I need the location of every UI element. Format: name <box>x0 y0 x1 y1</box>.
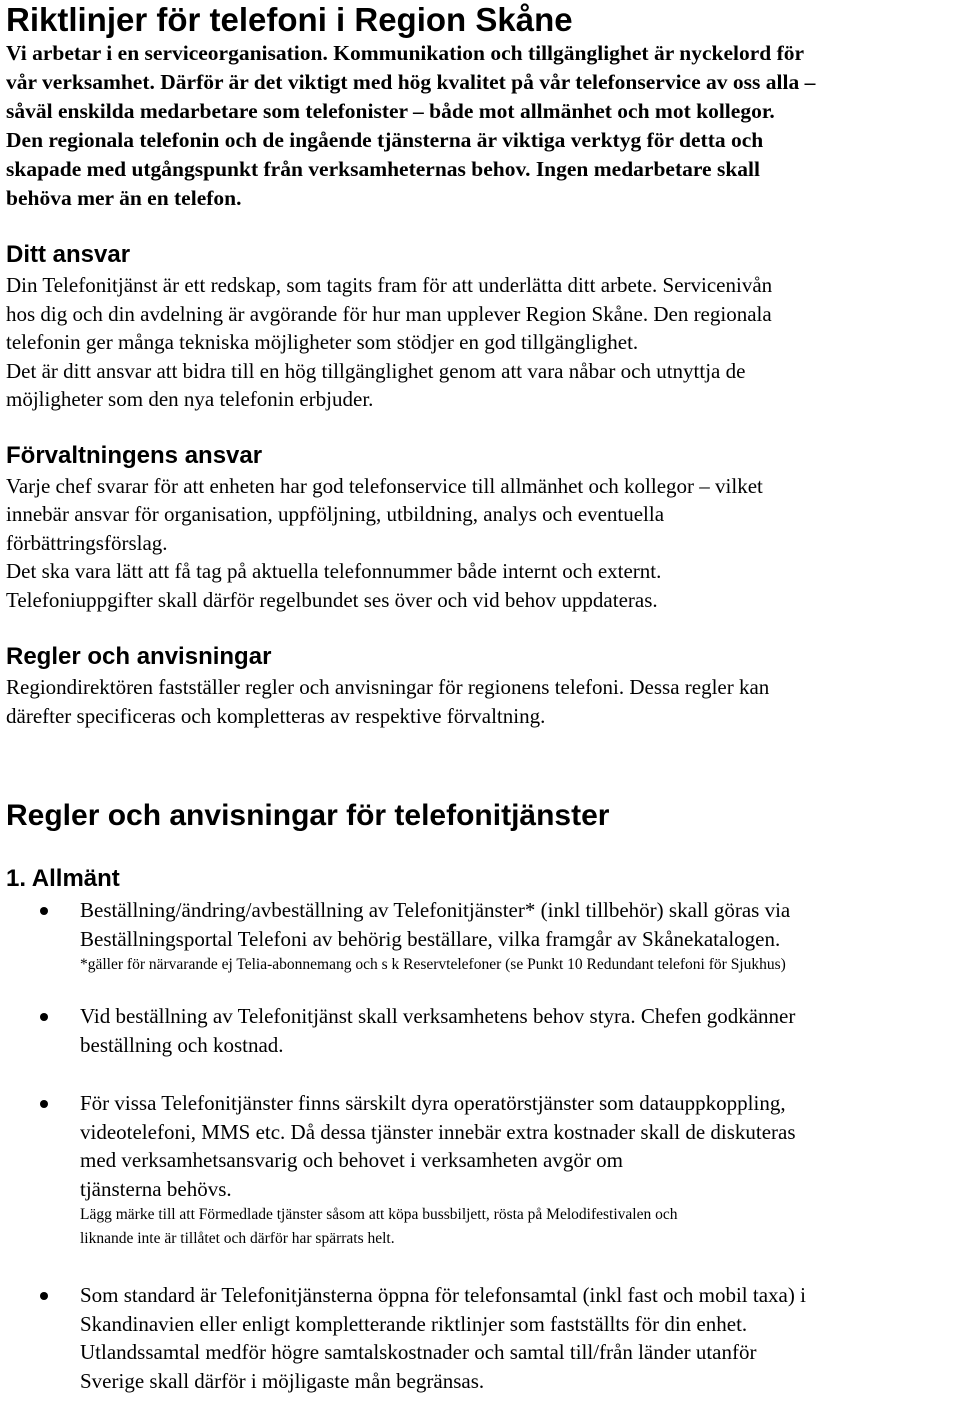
bullet-line: Skandinavien eller enligt kompletterande riktlinjer som fastställts för din enhet. <box>80 1311 748 1336</box>
intro-line: behöva mer än en telefon. <box>6 186 242 210</box>
body-line: hos dig och din avdelning är avgörande för hur man upplever Region Skåne. Den regionala <box>6 301 772 326</box>
bullet-line: Vid beställning av Telefonitjänst skall verksamhetens behov styra. Chefen godkänner <box>80 1004 796 1028</box>
bullet-line: beställning och kostnad. <box>80 1032 284 1057</box>
intro-line: Den regionala telefonin och de ingående tjänsterna är viktiga verktyg för detta och <box>6 128 764 152</box>
bullet-note: *gäller för närvarande ej Telia-abonnemang och s k Reservtelefoner (se Punkt 10 Redundant telefoni för Sjukhus) <box>80 956 786 973</box>
intro-line: skapade med utgångspunkt från verksamheternas behov. Ingen medarbetare skall <box>6 157 760 181</box>
list-item <box>6 1002 956 1059</box>
body-line: förbättringsförslag. <box>6 530 168 555</box>
bullet-line: Utlandssamtal medför högre samtalskostnader och samtal till/från länder utanför <box>80 1340 757 1364</box>
bullet-line: med verksamhetsansvarig och behovet i verksamheten avgör om <box>80 1148 623 1172</box>
bullet-line: Sverige skall därför i möjligaste mån begränsas. <box>80 1368 485 1393</box>
body-line: Regiondirektören fastställer regler och anvisningar för regionens telefoni. Dessa regler kan <box>6 675 770 699</box>
body-line: Telefoniuppgifter skall därför regelbundet ses över och vid behov uppdateras. <box>6 587 658 612</box>
bullet-note: Lägg märke till att Förmedlade tjänster såsom att köpa bussbiljett, rösta på Melodifestivalen och <box>80 1206 678 1223</box>
bullet-icon <box>40 1013 48 1021</box>
body-line: Din Telefonitjänst är ett redskap, som tagits fram för att underlätta ditt arbete. Servicenivån <box>6 273 773 297</box>
body-line: Det ska vara lätt att få tag på aktuella telefonnummer både internt och externt. <box>6 559 662 583</box>
list-item <box>6 1089 956 1251</box>
section-heading: Ditt ansvar <box>6 241 131 268</box>
list-item <box>6 896 956 977</box>
general-heading: 1. Allmänt <box>6 865 120 892</box>
bullet-line: Beställningsportal Telefoni av behörig beställare, vilka framgår av Skånekatalogen. <box>80 926 781 951</box>
intro-line: vår verksamhet. Därför är det viktigt med hög kvalitet på vår telefonservice av oss alla – <box>6 70 816 94</box>
section-ditt-ansvar <box>6 240 956 414</box>
bullet-line: tjänsterna behövs. <box>80 1176 232 1201</box>
section-heading: Regler och anvisningar <box>6 643 272 670</box>
bullet-icon <box>40 1292 48 1300</box>
document-page <box>6 0 956 1395</box>
section-heading: Förvaltningens ansvar <box>6 441 263 469</box>
body-line: innebär ansvar för organisation, uppföljning, utbildning, analys och eventuella <box>6 502 665 526</box>
bullet-note: liknande inte är tillåtet och därför har spärrats helt. <box>80 1230 395 1247</box>
body-line: Det är ditt ansvar att bidra till en hög tillgänglighet genom att vara nåbar och utnyttja de <box>6 358 746 383</box>
body-line: möjligheter som den nya telefonin erbjuder. <box>6 387 374 411</box>
body-line: telefonin ger många tekniska möjligheter som stödjer en god tillgänglighet. <box>6 330 639 354</box>
body-line: därefter specificeras och kompletteras av respektive förvaltning. <box>6 703 546 728</box>
intro-paragraph <box>6 39 956 213</box>
bullet-line: Som standard är Telefonitjänsterna öppna för telefonsamtal (inkl fast och mobil taxa) i <box>80 1283 806 1307</box>
body-line: Varje chef svarar för att enheten har god telefonservice till allmänhet och kollegor – vilket <box>6 473 763 498</box>
bullet-line: videotelefoni, MMS etc. Då dessa tjänster innebär extra kostnader skall de diskuteras <box>80 1119 796 1144</box>
section-forvaltningens-ansvar <box>6 441 956 615</box>
page-title: Riktlinjer för telefoni i Region Skåne <box>6 1 573 38</box>
bullet-line: För vissa Telefonitjänster finns särskilt dyra operatörstjänster som datauppkoppling, <box>80 1091 786 1115</box>
bullet-icon <box>40 907 48 915</box>
bullet-icon <box>40 1100 48 1108</box>
intro-line: såväl enskilda medarbetare som telefonister – både mot allmänhet och mot kollegor. <box>6 99 775 123</box>
section-regler-och-anvisningar <box>6 642 956 730</box>
rules-title: Regler och anvisningar för telefonitjänster <box>6 799 610 832</box>
list-item <box>6 1281 956 1395</box>
intro-line: Vi arbetar i en serviceorganisation. Kommunikation och tillgänglighet är nyckelord för <box>6 41 805 65</box>
bullet-line: Beställning/ändring/avbeställning av Telefonitjänster* (inkl tillbehör) skall göras via <box>80 898 791 922</box>
